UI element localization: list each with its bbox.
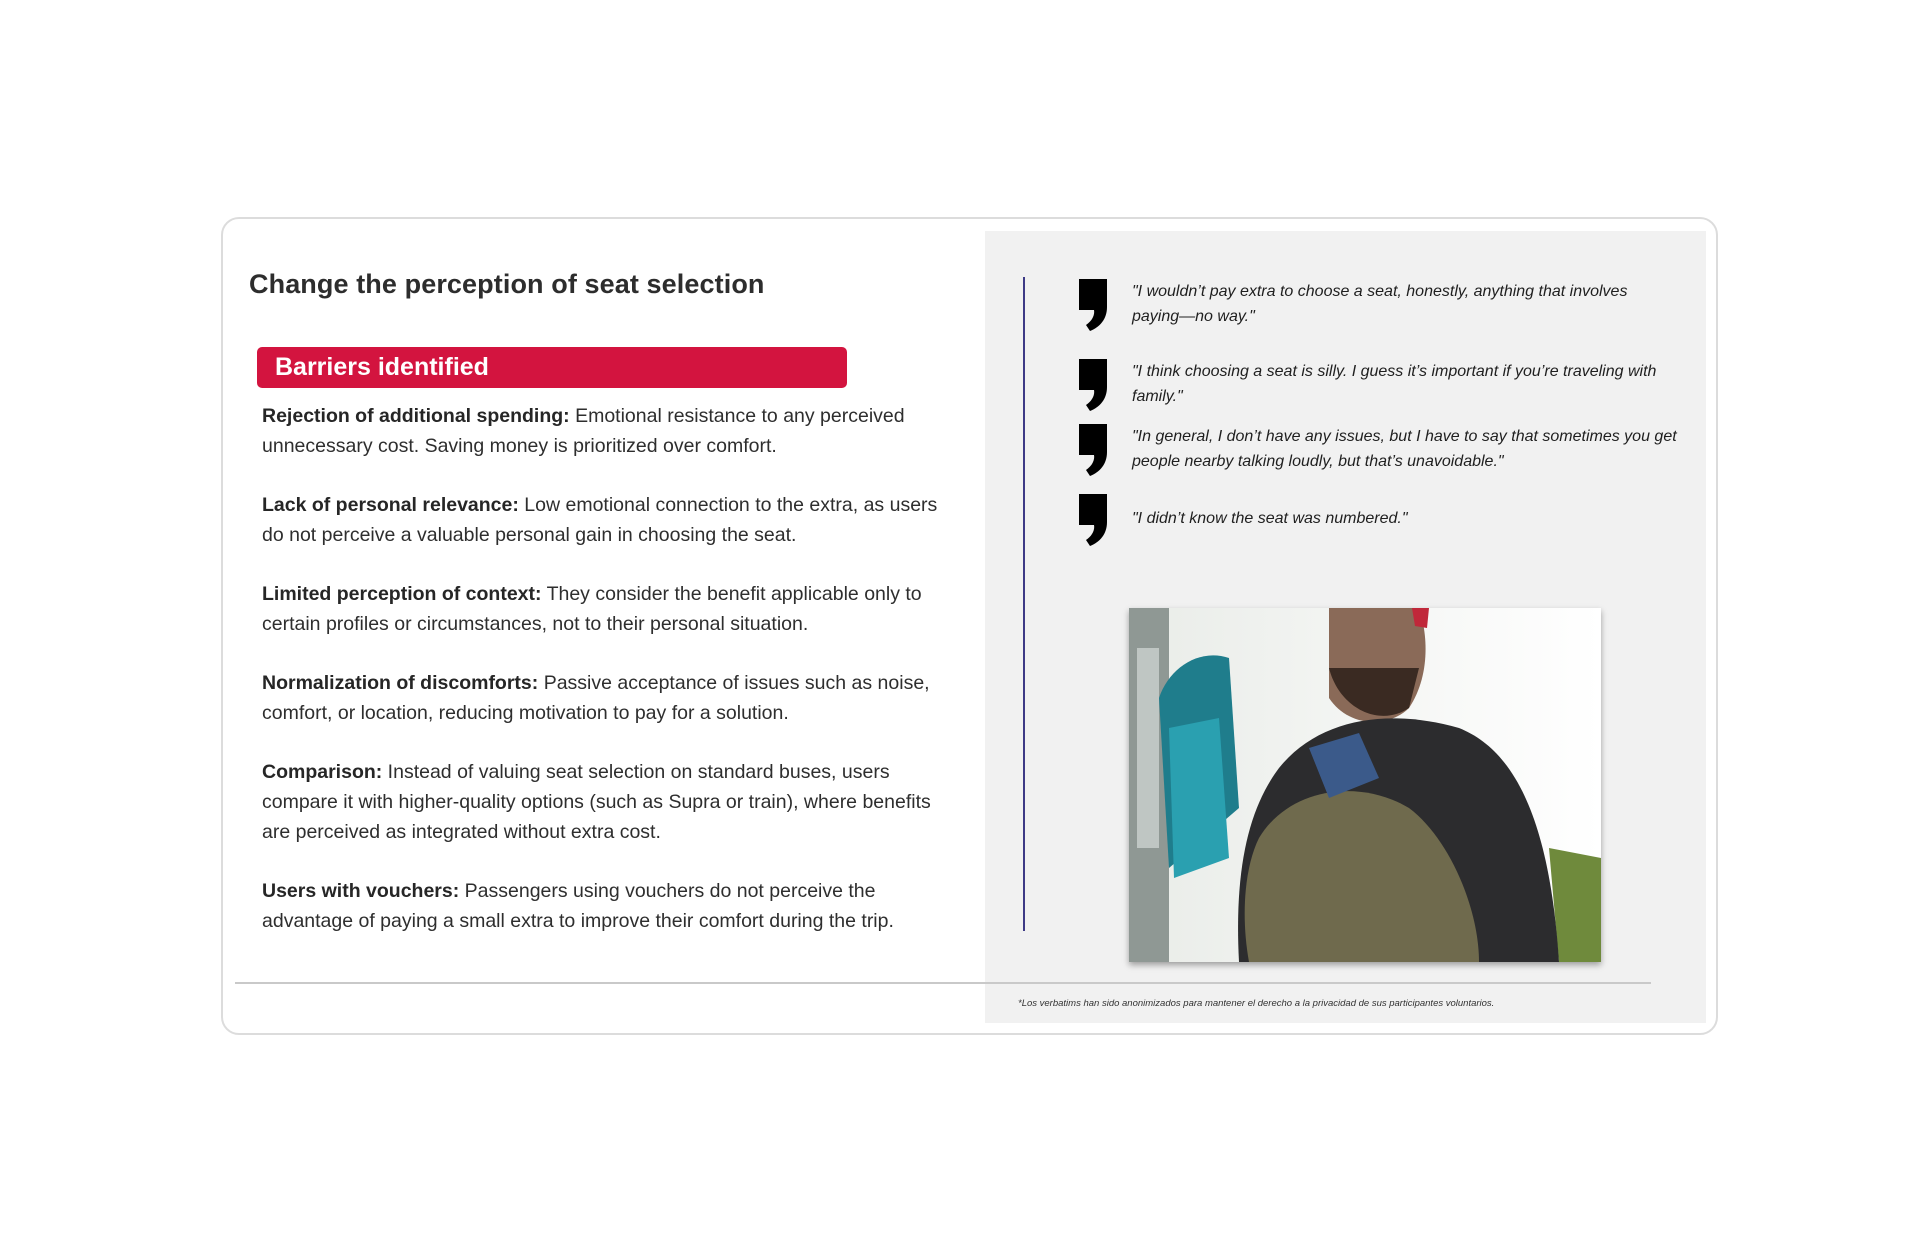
barrier-text: They consider the benefit applicable only to certain profiles or circumstances, not to their personal situation. <box>262 583 922 635</box>
barrier-item <box>262 579 962 639</box>
barrier-text: Emotional resistance to any perceived unnecessary cost. Saving money is prioritized over comfort. <box>262 405 905 457</box>
quote-text: "I think choosing a seat is silly. I guess it’s important if you’re traveling with family." <box>1132 363 1657 405</box>
quotes-divider <box>1023 277 1025 931</box>
barrier-title: Users with vouchers: <box>262 880 460 902</box>
participant-photo <box>1129 608 1601 962</box>
barrier-item <box>262 401 962 461</box>
quote-mark-icon <box>1078 424 1108 476</box>
barrier-text: Passengers using vouchers do not perceive the advantage of paying a small extra to improve their comfort during the trip. <box>262 880 894 932</box>
quote-text: "I didn’t know the seat was numbered." <box>1132 510 1408 527</box>
slide-card <box>221 217 1718 1035</box>
barrier-item <box>262 757 962 847</box>
barrier-text: Instead of valuing seat selection on standard buses, users compare it with higher-quality options (such as Supra or train), where benefits are perceived as integrated without extra cost. <box>262 761 931 843</box>
barriers-list <box>262 401 962 965</box>
quote-mark-icon <box>1078 494 1108 546</box>
barrier-text: Low emotional connection to the extra, as users do not perceive a valuable personal gain in choosing the seat. <box>262 494 938 546</box>
barrier-item <box>262 876 962 936</box>
barrier-title: Lack of personal relevance: <box>262 494 519 516</box>
barrier-title: Limited perception of context: <box>262 583 542 605</box>
bus-interior-illustration <box>1129 608 1601 962</box>
barrier-item <box>262 490 962 550</box>
quote-mark-icon <box>1078 359 1108 411</box>
privacy-footnote: *Los verbatims han sido anonimizados para mantener el derecho a la privacidad de sus participantes voluntarios. <box>1018 998 1495 1009</box>
page-title: Change the perception of seat selection <box>249 269 765 299</box>
footer-divider <box>235 982 1651 984</box>
barrier-title: Rejection of additional spending: <box>262 405 570 427</box>
quote-text: "In general, I don’t have any issues, but I have to say that sometimes you get people nearby talking loudly, but that’s unavoidable." <box>1132 428 1677 470</box>
barriers-badge: Barriers identified <box>257 347 847 388</box>
barrier-item <box>262 668 962 728</box>
barrier-text: Passive acceptance of issues such as noise, comfort, or location, reducing motivation to pay for a solution. <box>262 672 930 724</box>
barrier-title: Comparison: <box>262 761 383 783</box>
quote-mark-icon <box>1078 279 1108 331</box>
quote-text: "I wouldn’t pay extra to choose a seat, honestly, anything that involves paying—no way." <box>1132 283 1628 325</box>
barrier-title: Normalization of discomforts: <box>262 672 539 694</box>
